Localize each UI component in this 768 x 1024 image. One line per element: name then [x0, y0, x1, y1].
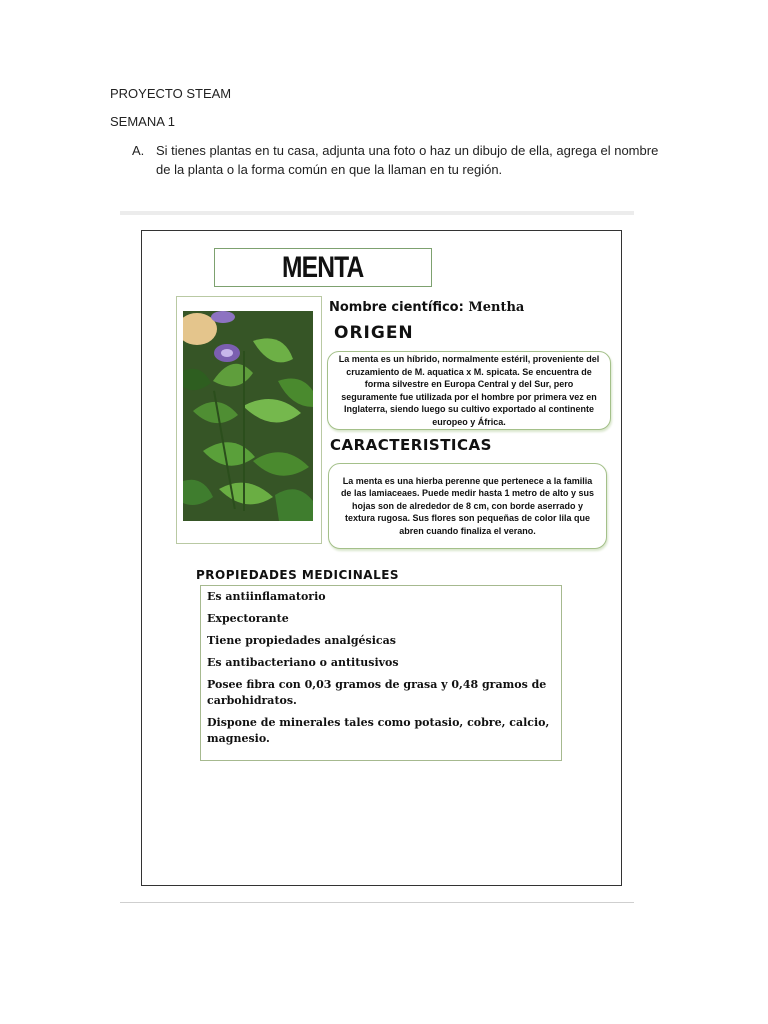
instruction-text: Si tienes plantas en tu casa, adjunta una foto o haz un dibujo de ella, agrega el nombre de la planta o la forma común en que la llaman en tu región. — [156, 143, 659, 177]
mint-plant-photo — [183, 311, 313, 521]
project-title: PROYECTO STEAM — [110, 86, 232, 101]
plant-photo-frame — [176, 296, 322, 544]
list-item: Es antibacteriano o antitusivos — [207, 656, 399, 669]
origin-heading: ORIGEN — [334, 323, 414, 343]
scientific-name-value: Mentha — [468, 300, 525, 315]
bottom-divider — [120, 902, 634, 903]
origin-box — [327, 351, 611, 430]
top-divider — [120, 211, 634, 215]
list-item: Dispone de minerales tales como potasio, cobre, calcio, magnesio. — [207, 716, 550, 745]
features-heading: CARACTERISTICAS — [330, 436, 492, 454]
scientific-name — [329, 300, 524, 315]
features-box — [328, 463, 607, 549]
list-item: Tiene propiedades analgésicas — [207, 634, 396, 647]
list-item: Es antiinflamatorio — [207, 590, 326, 603]
list-item: Expectorante — [207, 612, 289, 625]
poster-title-box — [214, 248, 432, 287]
properties-box — [200, 585, 562, 761]
week-label: SEMANA 1 — [110, 114, 176, 129]
list-marker: A. — [132, 143, 145, 158]
origin-text: La menta es un híbrido, normalmente estéril, proveniente del cruzamiento de M. aquatica x M. spicata. Se encuentra de forma silvestre en Europa Central y del Sur, pero seguramente fue utilizada por el hombre por primera vez en Inglaterra, siendo luego su cultivo exportado al continente europeo y África. — [338, 354, 600, 427]
properties-heading: PROPIEDADES MEDICINALES — [196, 568, 400, 582]
poster-title: MENTA — [282, 250, 364, 284]
list-item: Posee fibra con 0,03 gramos de grasa y 0,48 gramos de carbohidratos. — [207, 678, 547, 707]
features-text: La menta es una hierba perenne que pertenece a la familia de las lamiaceaes. Puede medir hasta 1 metro de alto y sus hojas son de alrededor de 8 cm, con borde aserrado y textura rugosa. Sus flores son pequeñas de color lila que abren cuando finaliza el verano. — [340, 475, 595, 536]
scientific-name-label: Nombre científico: — [329, 300, 464, 315]
plant-poster — [141, 230, 622, 886]
